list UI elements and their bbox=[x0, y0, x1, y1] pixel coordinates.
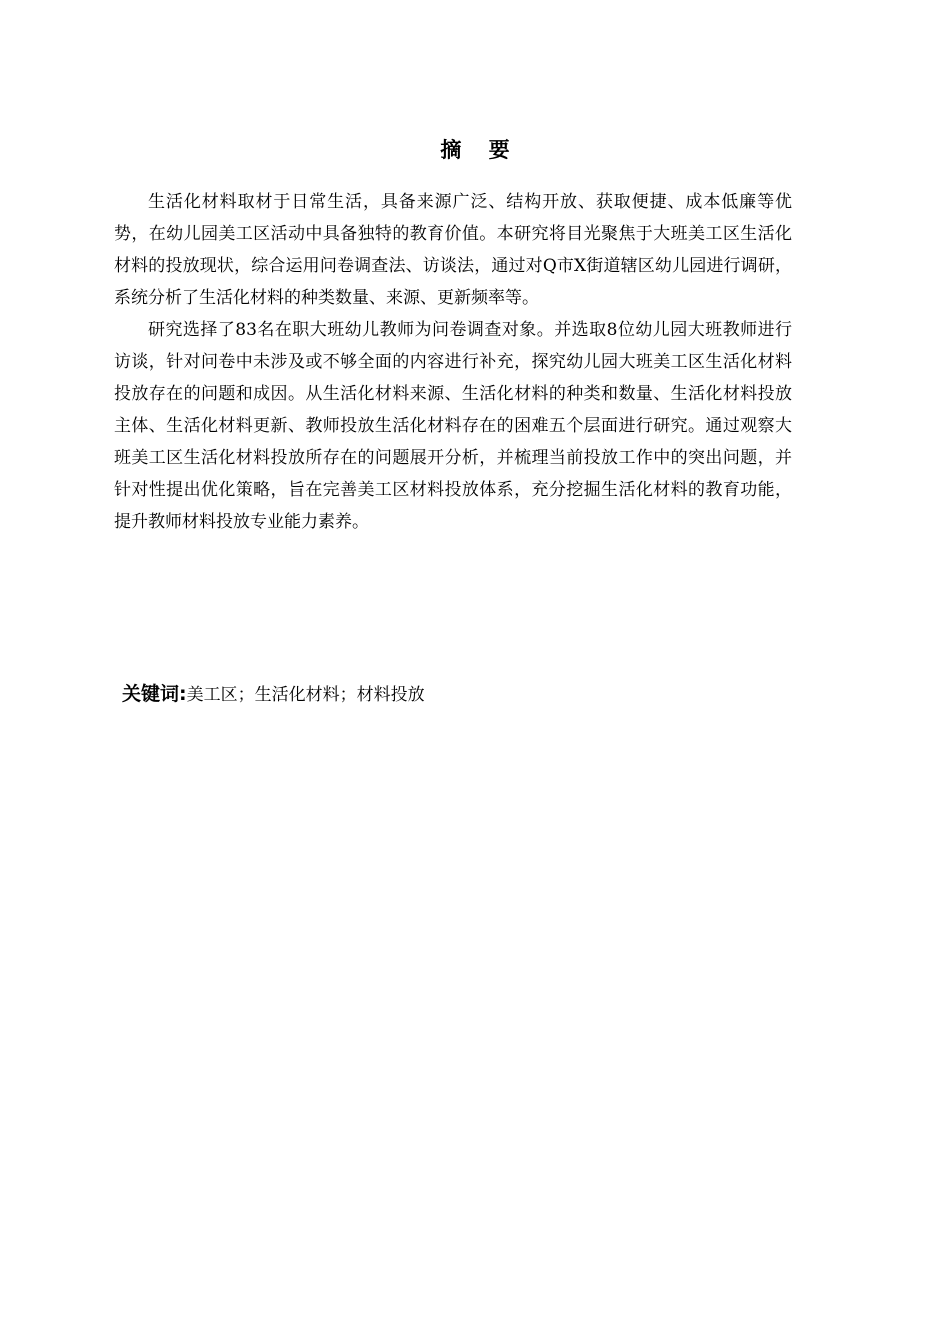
abstract-body bbox=[114, 186, 792, 538]
abstract-paragraph-1: 生活化材料取材于日常生活，具备来源广泛、结构开放、获取便捷、成本低廉等优势，在幼儿园美工区活动中具备独特的教育价值。本研究将目光聚焦于大班美工区生活化材料的投放现状，综合运用问卷调查法、访谈法，通过对Q市X街道辖区幼儿园进行调研，系统分析了生活化材料的种类数量、来源、更新频率等。 bbox=[114, 192, 792, 308]
keywords-label: 关键词: bbox=[122, 683, 187, 705]
keywords-value: 美工区；生活化材料；材料投放 bbox=[186, 685, 425, 705]
abstract-title: 摘 要 bbox=[440, 138, 520, 162]
keywords-line bbox=[122, 678, 782, 711]
abstract-paragraph-2: 研究选择了83名在职大班幼儿教师为问卷调查对象。并选取8位幼儿园大班教师进行访谈，针对问卷中未涉及或不够全面的内容进行补充，探究幼儿园大班美工区生活化材料投放存在的问题和成因。从生活化材料来源、生活化材料的种类和数量、生活化材料投放主体、生活化材料更新、教师投放生活化材料存在的困难五个层面进行研究。通过观察大班美工区生活化材料投放所存在的问题展开分析，并梳理当前投放工作中的突出问题，并针对性提出优化策略，旨在完善美工区材料投放体系，充分挖掘生活化材料的教育功能，提升教师材料投放专业能力素养。 bbox=[114, 320, 792, 532]
